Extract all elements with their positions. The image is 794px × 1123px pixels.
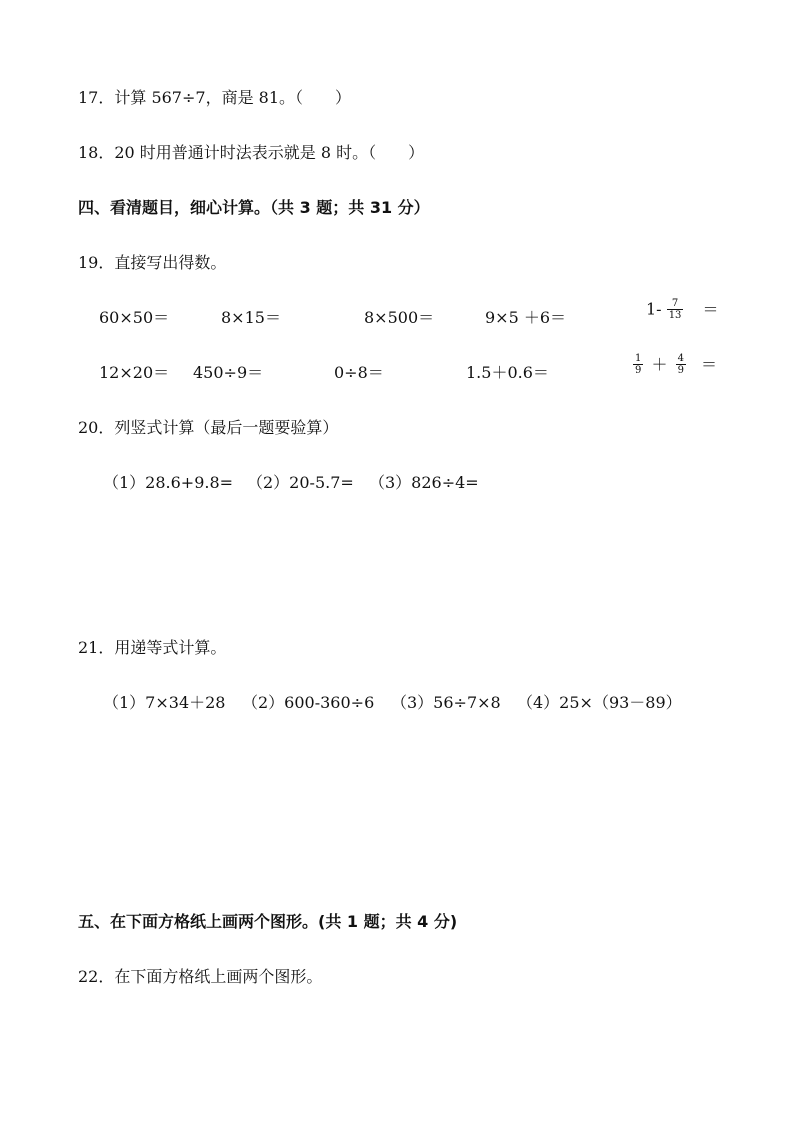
calc-item: 9×5 ＋6＝ <box>485 308 567 327</box>
fraction-calc-item <box>633 353 717 376</box>
fraction-denominator: 9 <box>677 365 684 376</box>
calc-item: 8×500＝ <box>364 308 435 327</box>
calc-item: 0÷8＝ <box>334 363 384 382</box>
fraction-prefix: 1- <box>646 299 662 319</box>
plus-sign: ＋ <box>651 354 668 374</box>
fraction-numerator: 4 <box>677 353 684 364</box>
vertical-calc-item: （1）28.6+9.8= <box>103 473 234 492</box>
step-calc-item: （4）25×（93－89） <box>517 693 682 712</box>
section-5-heading: 五、在下面方格纸上画两个图形。(共 1 题；共 4 分) <box>78 912 458 931</box>
calc-item: 8×15＝ <box>221 308 281 327</box>
calc-item: 60×50＝ <box>99 308 170 327</box>
equals-sign: ＝ <box>702 299 719 319</box>
fraction-calc-item <box>646 298 719 321</box>
calc-item: 12×20＝ <box>99 363 170 382</box>
question-18: 18．20 时用普通计时法表示就是 8 时。（ ） <box>78 143 425 162</box>
vertical-calc-item: （3）826÷4= <box>369 473 479 492</box>
question-21-title: 21．用递等式计算。 <box>78 638 227 657</box>
equals-sign: ＝ <box>701 354 718 374</box>
step-calc-item: （1）7×34＋28 <box>103 693 226 712</box>
fraction <box>676 353 686 376</box>
fraction-denominator: 13 <box>668 310 682 321</box>
vertical-calc-item: （2）20-5.7= <box>247 473 354 492</box>
step-calc-item: （2）600-360÷6 <box>242 693 375 712</box>
calc-item: 450÷9＝ <box>193 363 264 382</box>
question-22: 22．在下面方格纸上画两个图形。 <box>78 967 323 986</box>
fraction-numerator: 1 <box>635 353 642 364</box>
fraction <box>667 298 684 321</box>
fraction <box>633 353 643 376</box>
question-17: 17．计算 567÷7，商是 81。（ ） <box>78 88 352 107</box>
question-20-title: 20．列竖式计算（最后一题要验算） <box>78 418 339 437</box>
question-19-title: 19．直接写出得数。 <box>78 253 227 272</box>
fraction-denominator: 9 <box>635 365 642 376</box>
fraction-numerator: 7 <box>671 298 679 309</box>
section-4-heading: 四、看清题目，细心计算。（共 3 题；共 31 分） <box>78 198 430 217</box>
calc-item: 1.5＋0.6＝ <box>466 363 549 382</box>
step-calc-item: （3）56÷7×8 <box>391 693 501 712</box>
